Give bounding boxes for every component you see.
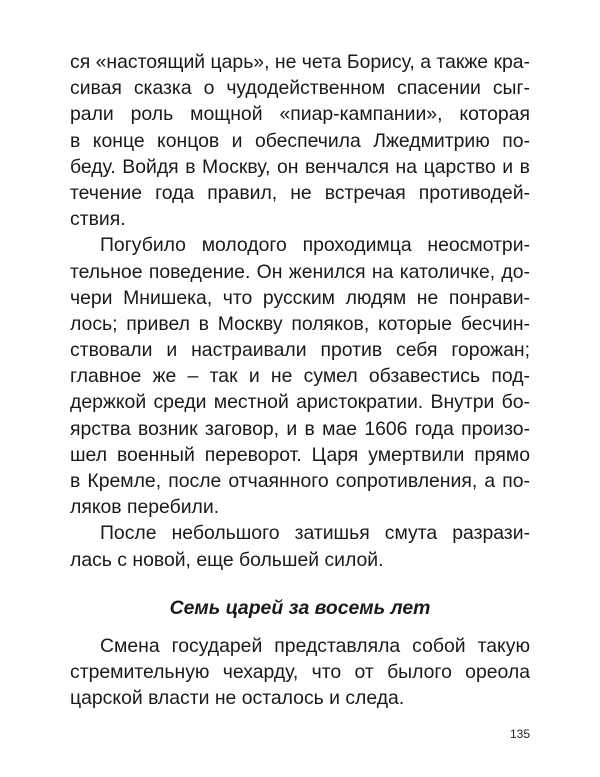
paragraph [70, 49, 530, 232]
text-line: стремительную чехарду, что от былого ореола [70, 661, 530, 684]
text-line: рали роль мощной «пиар-кампании», которая [70, 103, 530, 126]
text-line: в конце концов и обеспечила Лжедмитрию по- [70, 129, 530, 152]
text-line: царской власти не осталось и следа. [70, 687, 405, 710]
paragraph [70, 232, 530, 520]
text-line: тельное поведение. Он женился на католичке, до- [70, 260, 530, 283]
text-line: лась с новой, еще большей силой. [70, 548, 384, 571]
section-heading: Семь царей за восемь лет [169, 596, 431, 619]
page-number: 135 [509, 727, 530, 741]
section-text [70, 633, 530, 712]
text-line: течение года правил, не встречая противодей- [70, 181, 530, 204]
text-line: Смена государей представляла собой такую [100, 634, 530, 657]
text-line: чери Мнишека, что русским людям не понрави- [70, 286, 530, 309]
text-line: ствия. [70, 208, 126, 231]
body-text [70, 49, 530, 573]
text-line: сивая сказка о чудодейственном спасении сыг- [70, 77, 530, 100]
text-line: ствовали и настраивали против себя горожан; [70, 339, 530, 362]
book-page [70, 49, 530, 712]
text-line: лось; привел в Москву поляков, которые бесчин- [70, 312, 530, 335]
text-line: беду. Войдя в Москву, он венчался на царство и в [70, 155, 530, 178]
text-line: ся «настоящий царь», не чета Борису, а также кра- [70, 51, 530, 73]
paragraph [70, 520, 530, 572]
text-line: шел военный переворот. Царя умертвили прямо [70, 443, 530, 466]
text-line: Погубило молодого проходимца неосмотри- [100, 234, 530, 257]
text-line: После небольшого затишья смута разрази- [100, 522, 530, 545]
paragraph [70, 633, 530, 712]
text-line: в Кремле, после отчаянного сопротивления, а по- [70, 470, 530, 492]
text-line: главное же – так и не сумел обзавестись под- [70, 365, 530, 388]
text-line: держкой среди местной аристократии. Внутри бо- [70, 391, 530, 414]
text-line: ярства возник заговор, и в мае 1606 года произо- [70, 417, 530, 440]
text-line: ляков перебили. [70, 496, 220, 519]
